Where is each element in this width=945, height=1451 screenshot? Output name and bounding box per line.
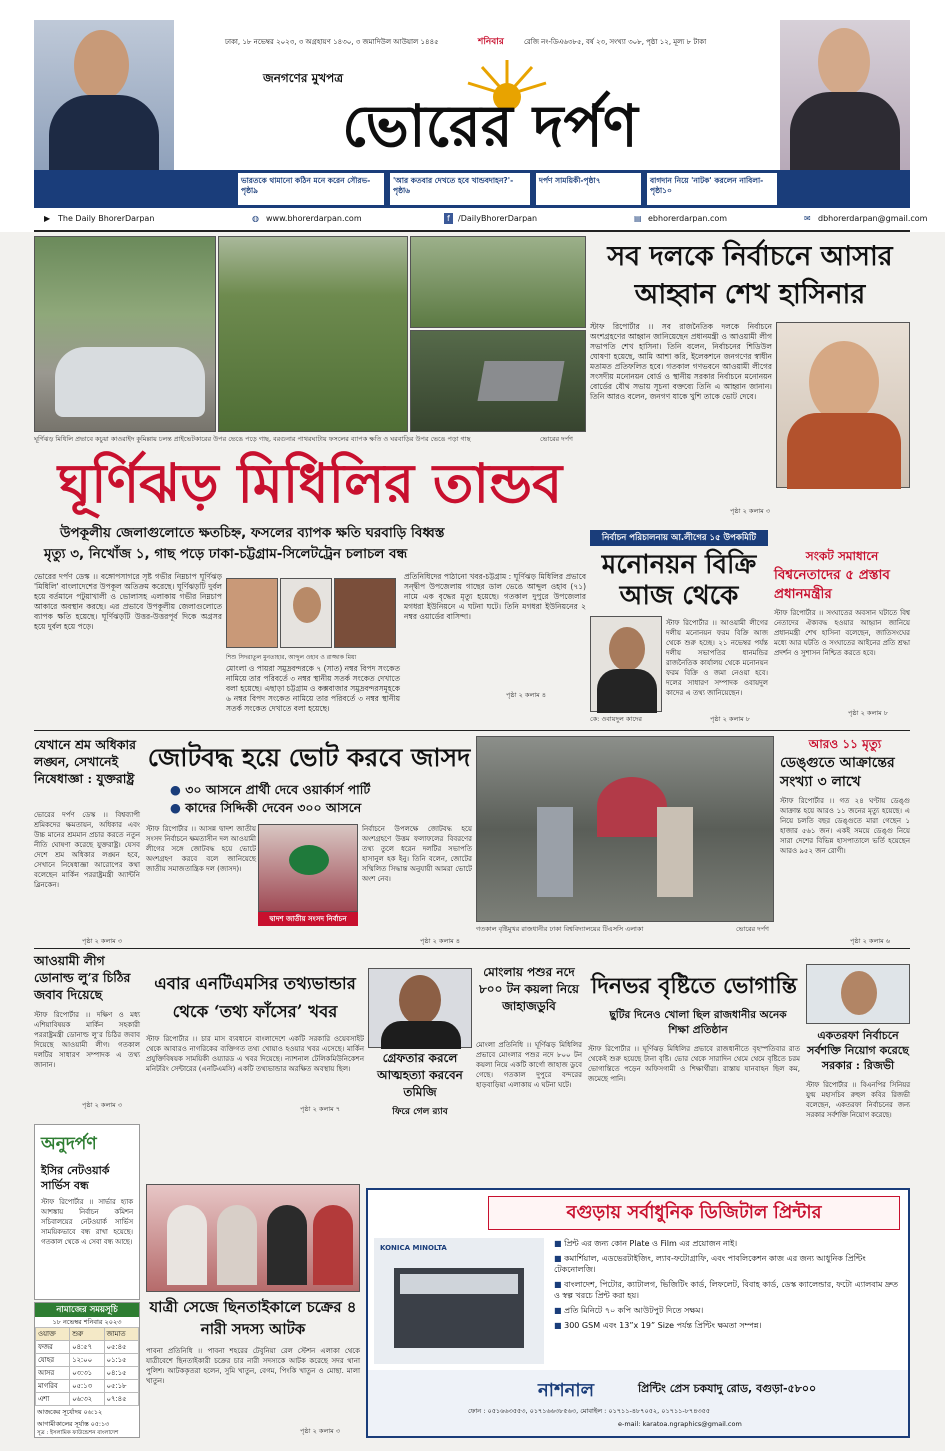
ad-point bbox=[554, 1305, 900, 1316]
ntmc-headline: এবার এনটিএমসির তথ্যভান্ডার থেকে ‘তথ্য ফাঁসের’ খবর bbox=[154, 974, 356, 1021]
photo-child bbox=[226, 578, 278, 648]
dengue-body: স্টাফ রিপোর্টার ।। গত ২৪ ঘণ্টায় ডেঙ্গু আক্রান্ত হয়ে আরও ১১ জনের মৃত্যু হয়েছে। এ নিয়ে চলতি বছর ডেঙ্গুতে মারা গেছেন ১ হাজার ৫৬১ জন। একই সময়ে ডেঙ্গু নিয়ে সারা দেশের বিভিন্ন হাসপাতালে ভর্তি হয়েছেন আরও ৯৫২ জন রোগী। bbox=[780, 797, 910, 855]
bullet-icon: ● bbox=[170, 800, 186, 815]
photo-house bbox=[410, 330, 586, 432]
mail-icon: ✉ bbox=[804, 214, 811, 223]
sunrise: আজকের সূর্যোদয় ০৬:১২ bbox=[37, 1409, 103, 1416]
intellect-jump[interactable]: পৃষ্ঠা ২ কলাম ৮ bbox=[848, 709, 889, 717]
hasina-jump[interactable]: পৃষ্ঠা ২ কলাম ৩ bbox=[730, 507, 771, 515]
prayer-source: সূত্র : ইসলামিক ফাউন্ডেশন বাংলাদেশ bbox=[37, 1430, 119, 1436]
teaser-3-text: দর্পণ সাময়িকী-পৃষ্ঠা৭ bbox=[539, 176, 601, 185]
onudarpan-box bbox=[34, 1124, 140, 1300]
photo-rizvi bbox=[806, 964, 910, 1024]
ad-point bbox=[554, 1253, 900, 1275]
photo-hasina bbox=[776, 322, 910, 488]
rain-sub: ছুটির দিনেও খোলা ছিল রাজধানীর অনেক শিক্ষা প্রতিষ্ঠান bbox=[609, 1009, 787, 1036]
teaser-3[interactable] bbox=[536, 173, 641, 205]
prayer-cell: ০১:১৫ bbox=[104, 1354, 138, 1367]
sunset: আগামীকালের সূর্যাস্ত ০৫:১৩ bbox=[37, 1421, 110, 1428]
right-portrait bbox=[780, 20, 910, 170]
facebook-icon: f bbox=[444, 213, 453, 224]
lead-subhead-1: উপকূলীয় জেলাগুলোতে ক্ষতচিহ্ন, ফসলের ব্যাপক ক্ষতি ঘরবাড়ি বিধ্বস্ত bbox=[60, 525, 445, 541]
teaser-2[interactable] bbox=[390, 173, 530, 205]
dengue-jump[interactable]: পৃষ্ঠা ২ কলাম ৬ bbox=[850, 937, 891, 945]
check-icon: ■ bbox=[554, 1280, 565, 1289]
election-banner-text: দ্বাদশ জাতীয় সংসদ নির্বাচন bbox=[269, 915, 347, 923]
rain-photo-credit: ভোরের দর্পণ bbox=[736, 925, 769, 933]
dateline: ঢাকা, ১৮ নভেম্বর ২০২৩, ৩ অগ্রহায়ণ ১৪৩০, ৩ জমাদিউল আউয়াল ১৪৪৫ bbox=[225, 38, 439, 46]
ad-point bbox=[554, 1320, 900, 1331]
letter-jump[interactable]: পৃষ্ঠা ২ কলাম ৩ bbox=[82, 1101, 123, 1109]
lead-body-2: মোংলা ও পায়রা সমুদ্রবন্দরকে ৭ (সাত) নম্বর বিপদ সংকেত নামিয়ে তার পরিবর্তে ৩ নম্বর স্থানীয় সতর্ক সংকেত দেখাতে বলা হয়েছে। এছাড়া চট্টগ্রাম ও কক্সবাজার সমুদ্রবন্দরসমূহকে ৬ নম্বর বিপদ সংকেত নামিয়ে তার পরিবর্তে ৩ নম্বর স্থানীয় সতর্ক সংকেত দেখাতে বলা হয়েছে। bbox=[226, 664, 400, 713]
check-icon: ■ bbox=[554, 1321, 565, 1330]
jasod-jump[interactable]: পৃষ্ঠা ২ কলাম ৪ bbox=[420, 937, 461, 945]
ntmc-jump[interactable]: পৃষ্ঠা ২ কলাম ৭ bbox=[300, 1105, 341, 1113]
ad-point bbox=[554, 1238, 900, 1249]
intellect-kicker: সংকট সমাধানে bbox=[805, 549, 879, 563]
prayer-cell: ০৬:৩২ bbox=[70, 1393, 104, 1406]
intellect-body: স্টাফ রিপোর্টার ।। সংঘাতের অবসান ঘটাতে বিশ্ব নেতাদের ঐক্যবদ্ধ হওয়ার আহ্বান জানিয়ে প্রধানমন্ত্রী শেখ হাসিনা বলেছেন, জাতিসংঘের মধ্যে আর ঘটতি ও সংঘাতের আইনের প্রতি শ্রদ্ধা প্রদর্শন ও সুশাসন নিশ্চিত করতে হবে। bbox=[774, 609, 910, 657]
prayer-cell: এশা bbox=[36, 1393, 70, 1406]
ad-points bbox=[554, 1238, 900, 1364]
lead-jump[interactable]: পৃষ্ঠা ২ কলাম ৪ bbox=[506, 691, 547, 699]
photo-jasod-rally bbox=[258, 824, 358, 912]
ad-point-text: কমার্শিয়াল, এডভেরটাইজিং, ল্যাব-ফটোগ্রাফি, এবং পাবলিকেশন কাজ এর জন্য আধুনিক প্রিন্টিং টেকনোলজি। bbox=[554, 1254, 866, 1274]
masthead-title: ভোরের দর্পণ bbox=[342, 92, 638, 160]
prayer-cell: যোহর bbox=[36, 1354, 70, 1367]
prayer-cell: ০৭:৪৫ bbox=[104, 1393, 138, 1406]
photo-man bbox=[334, 578, 396, 648]
prayer-row bbox=[36, 1341, 139, 1354]
row3-rule bbox=[34, 948, 910, 949]
info-line bbox=[34, 210, 928, 228]
ad-title: বগুড়ায় সর্বাধুনিক ডিজিটাল প্রিন্টার bbox=[488, 1196, 900, 1230]
weekday: শনিবার bbox=[478, 37, 504, 47]
masthead-area bbox=[0, 0, 945, 232]
nomination-bar bbox=[590, 530, 768, 546]
prayer-header-cell: জামাত bbox=[104, 1328, 138, 1341]
paper-name: The Daily BhorerDarpan bbox=[58, 214, 155, 223]
prayer-cell: ০৫:১৩ bbox=[70, 1380, 104, 1393]
ad-point bbox=[554, 1279, 900, 1301]
prayer-row bbox=[36, 1393, 139, 1406]
printer-image bbox=[374, 1238, 544, 1364]
prayer-row bbox=[36, 1367, 139, 1380]
check-icon: ■ bbox=[554, 1239, 565, 1248]
rizvi-body: স্টাফ রিপোর্টার ।। বিএনপির সিনিয়র যুগ্ম মহাসচিব রুহুল কবির রিজভী বলেছেন, একতরফা নির্বাচনের জন্য সরকার সর্বশক্তি নিয়োগ করেছে। bbox=[806, 1081, 910, 1119]
registration-line: রেজি নং-ডিএ৬৩৮৫, বর্ষ ২৩, সংখ্যা ৩০৮, পৃষ্ঠা ১২, মূল্য ৮ টাকা bbox=[524, 38, 707, 46]
ntmc-body: স্টাফ রিপোর্টার ।। চার মাস ব্যবধানে বাংলাদেশে একটি সরকারি ওয়েবসাইট থেকে আবারও নাগরিকের ব্যক্তিগত তথ্য খোয়াও হওয়ার খবর এসেছে। মার্কিন প্রযুক্তিবিষয়ক সাময়িকী ওয়্যারড এ খবর দিয়েছে। ন্যাশনাল টেলিকমিউনিকেশন মনিটরিং সেন্টারের (এনটিএমসি) একটি তথ্যভান্ডার অরক্ষিত অবস্থায় ছিল। bbox=[146, 1035, 364, 1073]
prayer-cell: ০৩:৩১ bbox=[70, 1367, 104, 1380]
prayer-header-cell: ওয়াক্ত bbox=[36, 1328, 70, 1341]
letter-headline: আওয়ামী লীগ ডোনাল্ড লু’র চিঠির জবাব দিয়েছে bbox=[34, 953, 131, 1002]
photo-fallen-tree bbox=[410, 236, 586, 328]
prayer-table bbox=[35, 1327, 139, 1406]
nomination-bar-text: নির্বাচন পরিচালনায় আ.লীগের ১৫ উপকমিটি bbox=[601, 533, 757, 543]
prayer-cell: মাগরিব bbox=[36, 1380, 70, 1393]
labor-jump[interactable]: পৃষ্ঠা ২ কলাম ৩ bbox=[82, 937, 123, 945]
jasod-bullet-2-text: কাদের সিদ্দিকী দেবেন ৩০০ আসনে bbox=[185, 800, 362, 815]
labor-body: ভোরের দর্পণ ডেস্ক ।। বিশ্বব্যাপী শ্রমিকদের ক্ষমতায়ন, অধিকার এবং উচ্চ মানের শ্রমমান প্রচার করতে নতুন নীতি ঘোষণা করেছে যুক্তরাষ্ট্র। যেসব দেশে শ্রম অধিকার লঙ্ঘন হবে, সেখানে নিষেধাজ্ঞা আরোপের কথা বলেছেন মার্কিন পররাষ্ট্রমন্ত্রী অ্যান্টনি ব্লিনকেন। bbox=[34, 811, 140, 889]
election-banner bbox=[258, 912, 358, 926]
jasod-bullet-2 bbox=[170, 800, 470, 820]
teaser-4[interactable] bbox=[647, 173, 777, 205]
tagline: জনগণের মুখপত্র bbox=[263, 71, 344, 85]
prayer-header-row bbox=[36, 1328, 139, 1341]
website-link[interactable]: www.bhorerdarpan.com bbox=[266, 214, 362, 223]
ad-brand: KONICA MINOLTA bbox=[380, 1244, 447, 1252]
onudarpan-body: স্টাফ রিপোর্টার ।। সার্ভার হ্যাক আশঙ্কায় নির্বাচন কমিশন সচিবালয়ের নেটওয়ার্ক সার্ভিস সাময়িকভাবে বন্ধ রাখা হয়েছে। গতকাল থেকে এ সেবা বন্ধ আছে। bbox=[41, 1198, 133, 1246]
onudarpan-headline: ইসির নেটওয়ার্ক সার্ভিস বন্ধ bbox=[41, 1164, 110, 1192]
printer-ad bbox=[366, 1188, 910, 1438]
lead-headline: ঘূর্ণিঝড় মিধিলির তান্ডব bbox=[57, 451, 563, 515]
prayer-cell: ১২:০০ bbox=[70, 1354, 104, 1367]
play-icon: ▶ bbox=[44, 214, 51, 223]
globe-icon: ◍ bbox=[252, 214, 259, 223]
teaser-1[interactable] bbox=[238, 173, 384, 205]
quader-caption: কে: ওবায়দুল কাদের bbox=[590, 715, 642, 723]
prayer-header-cell: শুরু bbox=[70, 1328, 104, 1341]
left-portrait bbox=[34, 20, 174, 170]
prayer-times bbox=[34, 1302, 140, 1438]
facebook-link[interactable]: /DailyBhorerDarpan bbox=[458, 214, 538, 223]
jasod-bullet-1-text: ৩০ আসনে প্রার্থী দেবে ওয়ার্কার্স পার্টি bbox=[185, 782, 371, 797]
onudarpan-logo: অনুদর্পণ bbox=[41, 1134, 97, 1154]
prayer-row bbox=[36, 1380, 139, 1393]
lead-subhead-2: মৃত্যু ৩, নিখোঁজ ১, গাছ পড়ে ঢাকা-চট্টগ্রাম-সিলেটট্রেন চলাচল বন্ধ bbox=[44, 546, 408, 562]
photo-car bbox=[34, 236, 216, 432]
nomination-jump[interactable]: পৃষ্ঠা ২ কলাম ৮ bbox=[710, 715, 751, 723]
coal-body: মোংলা প্রতিনিধি ।। ঘূর্ণিঝড় মিধিলির প্রভাবে মোংলার পশুর নদে ৮০০ টন কয়লা নিয়ে একটি কার্গো জাহাজ ডুবে গেছে। গতকাল দুপুরে বন্দরের হাড়বাড়িয়া এলাকায় এ ঘটনা ঘটে। bbox=[476, 1041, 582, 1089]
header-rule bbox=[34, 230, 910, 232]
teaser-1-text: ভারতকে থামানো কঠিন মনে করেন সৌরভ-পৃষ্ঠা৯ bbox=[241, 176, 371, 195]
jasod-bullet-1 bbox=[170, 782, 470, 802]
prayer-cell: ০৪:১৫ bbox=[104, 1367, 138, 1380]
prayer-cell: ০৫:১৮ bbox=[104, 1380, 138, 1393]
lead-body-1: ভোরের দর্পণ ডেস্ক ।। বঙ্গোপসাগরে সৃষ্ট গভীর নিম্নচাপ ঘূর্ণিঝড় 'মিধিলি' বাংলাদেশের উপকূল অতিক্রম করেছে। ঘূর্ণিঝড়টি দুর্বল হয়ে বর্তমানে পটুয়াখালী ও ভোলাসহ এলাকায় গভীর নিম্নচাপ আকারে অবস্থান করছে। এর প্রভাবে উপকূলীয় জেলাগুলোতে ব্যাপক ক্ষতি হয়েছে। ঘূর্ণিঝড়টি উত্তর-উত্তরপূর্ব দিকে অগ্রসর হয়ে দুর্বল হয়ে পড়ে। bbox=[34, 572, 222, 631]
lead-body-3: প্রতিনিধিদের পাঠানো খবর-চট্টগ্রাম : ঘূর্ণিঝড় মিধিলির প্রভাবে সন্দ্বীপ উপজেলায় গাছের ডাল ভেঙে আব্দুল ওহাব (৭১) নামে এক বৃদ্ধের মৃত্যু হয়েছে। গতকাল দুপুরে উপজেলার মগধরা ইউনিয়নে এ ঘটনা ঘটে। তিনি মগধরা ইউনিয়নের ২ নম্বর ওয়ার্ডের বাসিন্দা। bbox=[404, 572, 586, 621]
letter-body: স্টাফ রিপোর্টার ।। দক্ষিণ ও মধ্য এশিয়াবিষয়ক মার্কিন সহকারী পররাষ্ট্রমন্ত্রী ডোনাল্ড লু’র চিঠির জবাব দিয়েছে আওয়ামী লীগ। গতকাল দলটির সাধারণ সম্পাদক এ তথ্য জানান। bbox=[34, 1011, 140, 1069]
photo-tamizi bbox=[368, 968, 472, 1048]
ad-point-text: বাংলাদেশ, পিটোর, ক্যাটালগ, ভিজিটিং কার্ড, লিফলেট, বিবাহ কার্ড, ডেস্ক ক্যালেন্ডার, ফটো এ্যালবাম দ্রুত ও স্বল্প খরচে প্রিন্ট করা হয়। bbox=[554, 1280, 899, 1300]
prayer-cell: ০৪:৫৭ bbox=[70, 1341, 104, 1354]
jasod-headline: জোটবদ্ধ হয়ে ভোট করবে জাসদ bbox=[147, 743, 471, 772]
hasina-headline: সব দলকে নির্বাচনে আসার আহ্বান শেখ হাসিনার bbox=[607, 241, 893, 310]
rain-headline: দিনভর বৃষ্টিতে ভোগান্তি bbox=[591, 973, 797, 999]
ad-footer bbox=[368, 1370, 908, 1436]
rab-sub: ফিরে গেল র‍্যাব bbox=[392, 1107, 448, 1117]
rain-body: স্টাফ রিপোর্টার ।। ঘূর্ণিঝড় মিধিলির প্রভাবে রাজধানীতে বৃহস্পতিবার রাত থেকেই শুরু হয়েছে টানা বৃষ্টি। ভোর থেকে সারাদিন থেমে থেমে বৃষ্টিতে চরম ভোগান্তিতে পড়েন অফিসগামী ও শিক্ষার্থীরা। রাস্তায় যানবাহন ছিল কম, জমেছে পানি। bbox=[588, 1045, 800, 1083]
lead-photo-credit: ভোরের দর্পণ bbox=[540, 435, 573, 443]
ad-point-text: প্রিন্ট এর জন্য কোন Plate ও Film এর প্রয়োজন নাই। bbox=[564, 1239, 738, 1248]
dengue-headline: ডেঙ্গুতে আক্রান্তের সংখ্যা ৩ লাখে bbox=[780, 755, 895, 790]
bullet-icon: ● bbox=[170, 782, 186, 797]
jasod-body-2: নির্বাচনে উপলক্ষে জোটবদ্ধ হয়ে অংশগ্রহণে উত্তম ফলাফলের বিবরণের তথ্য তুলে ধরেন দলটির সভাপতি হাসানুল হক ইনু। তিনি বলেন, জোটের সম্মিলিত সিদ্ধান্ত অনুযায়ী আমরা ভোটে অংশ নেব। bbox=[362, 825, 472, 883]
teaser-4-text: বাগদান নিয়ে 'নাটক' করলেন নাবিলা-পৃষ্ঠা১০ bbox=[650, 176, 764, 195]
lead-photo-caption: ঘূর্ণিঝড় মিধিলি প্রভাবে কচুয়া কাওরাইদ কুমিল্লায় চলন্ত প্রাইভেটকারের উপর ভেঙে পড়ে গাছ, বরগুনার পাথরঘাটায় ফসলের ব্যাপক ক্ষতি ও ঘরবাড়ির উপর ভেঙে পড়া গাছ bbox=[34, 435, 471, 443]
mail-link[interactable]: dbhorerdarpan@gmail.com bbox=[818, 214, 928, 223]
prayer-row bbox=[36, 1354, 139, 1367]
check-icon: ■ bbox=[554, 1254, 565, 1263]
prayer-cell: ০৫:৪৫ bbox=[104, 1341, 138, 1354]
prayer-date: ১৮ নভেম্বর শনিবার ২০২৩ bbox=[52, 1318, 122, 1326]
rain-photo-caption: গতকাল বৃষ্টিমুখর রাজধানীর ঢাকা বিশ্ববিদ্যালয়ের টিএসসি এলাকা bbox=[476, 925, 644, 933]
photo-quader bbox=[590, 616, 662, 712]
prayer-title: নামাজের সময়সূচি bbox=[35, 1303, 139, 1317]
prayer-cell: আসর bbox=[36, 1367, 70, 1380]
ad-point-text: প্রতি মিনিটে ৭০ কপি আউটপুট দিতে সক্ষম। bbox=[564, 1306, 704, 1315]
intellect-headline: বিশ্বনেতাদের ৫ প্রস্তাব প্রধানমন্ত্রীর bbox=[774, 567, 890, 602]
company-address: প্রিন্টিং প্রেস চকযাদু রোড, বগুড়া-৫৮০০ bbox=[638, 1382, 817, 1395]
photo-rain-tsc bbox=[476, 736, 774, 922]
robbery-headline: যাত্রী সেজে ছিনতাইকালে চক্রের ৪ নারী সদস্য আটক bbox=[149, 1298, 357, 1338]
photo-elder bbox=[280, 578, 332, 648]
rab-headline: গ্রেফতার করলে আত্মহত্যা করবেন তমিজি bbox=[377, 1051, 463, 1099]
coal-headline: মোংলায় পশুর নদে ৮০০ টন কয়লা নিয়ে জাহাজডুবি bbox=[479, 965, 579, 1013]
hasina-body: স্টাফ রিপোর্টার ।। সব রাজনৈতিক দলকে নির্বাচনে অংশগ্রহণের আহ্বান জানিয়েছেন প্রধানমন্ত্রী ও আওয়ামী লীগ সভাপতি শেখ হাসিনা। তিনি বলেন, নির্বাচনের শিডিউল ঘোষণা হয়েছে, আমি আশা করি, ইলেকশনে জনগণের স্বাধীন মতামত প্রতিফলিত হবে। গতকাল গণভবনে আওয়ামী লীগের সংসদীয় মনোনয়ন বোর্ড ও স্থানীয় সরকার নির্বাচনে মনোনয়ন বোর্ডের যৌথ সভায় সূচনা বক্তব্যে তিনি এ আহ্বান জানান। তিনি আরও বলেন, জনগণ যাকে খুশি তাকে ভোট দেবে। bbox=[590, 322, 772, 401]
epaper-link[interactable]: ebhorerdarpan.com bbox=[648, 214, 728, 223]
prayer-cell: ফজর bbox=[36, 1341, 70, 1354]
mid-rule bbox=[34, 730, 910, 731]
check-icon: ■ bbox=[554, 1306, 565, 1315]
rizvi-headline: একতরফা নির্বাচনে সর্বশক্তি নিয়োগ করেছে সরকার : রিজভী bbox=[807, 1029, 909, 1072]
nomination-body: স্টাফ রিপোর্টার ।। আওয়ামী লীগের দলীয় মনোনয়ন ফরম বিক্রি আজ থেকে শুরু হচ্ছে। ২১ নভেম্বর পর্যন্ত দলীয় সভাপতির ধানমন্ডির রাজনৈতিক কার্যালয় থেকে মনোনয়ন ফরম বিক্রি ও জমা নেওয়া হবে। দলের সাধারণ সম্পাদক ওবায়দুল কাদের এ তথ্য জানিয়েছেন। bbox=[666, 619, 768, 697]
robbery-jump[interactable]: পৃষ্ঠা ২ কলাম ৩ bbox=[300, 1427, 341, 1435]
jasod-body-1: স্টাফ রিপোর্টার ।। আসন্ন দ্বাদশ জাতীয় সংসদ নির্বাচনে ক্ষমতাসীন দল আওয়ামী লীগের সঙ্গে জোটবদ্ধ হয়ে ভোটে অংশগ্রহণ করবে বলে জানিয়েছে জাতীয় সমাজতান্ত্রিক দল (জাসদ)। bbox=[146, 825, 256, 873]
victims-caption: শিশু সিদরাতুল মুনতাহার, আব্দুল ওহাব ও রাজ্জাক মিয়া bbox=[226, 654, 357, 661]
robbery-body: পাবনা প্রতিনিধি ।। পাবনা শহরের টেবুনিয়া রেল স্টেশন এলাকা থেকে যাত্রীবেশে ছিনতাইকারী চক্রের চার নারী সদস্যকে আটক করেছে সদর থানা পুলিশ। আটককৃতরা হলেন, সুমি খাতুন, বেগম, পিংকি খাতুন ও মোছা. মালা খাতুন। bbox=[146, 1347, 360, 1385]
dengue-kicker: আরও ১১ মৃত্যু bbox=[808, 737, 882, 751]
teaser-2-text: 'আর কতবার দেখতে হবে খান্ডবদাহন?'-পৃষ্ঠা৬ bbox=[393, 176, 514, 195]
photo-field bbox=[218, 236, 408, 432]
epaper-icon: ▤ bbox=[634, 214, 642, 223]
company-phones: ফোন : ০৫১৬৬৩৫৫৩, ০১৭১৬৬৩৮৫৬৩, মোবাইল : ০১৭১১-৪৮৭০৫২, ০১৭১১-৮৭৪৩৫৫ bbox=[468, 1407, 711, 1415]
nomination-headline: মনোনয়ন বিক্রি আজ থেকে bbox=[601, 550, 757, 611]
ad-point-text: 300 GSM এবং 13”x 19” Size পর্যন্ত প্রিন্টিং ক্ষমতা সম্পন্ন। bbox=[564, 1321, 762, 1330]
photo-robbers bbox=[146, 1184, 360, 1292]
company-logo: নাশনাল bbox=[538, 1380, 594, 1401]
company-email[interactable]: e-mail: karatoa.ngraphics@gmail.com bbox=[618, 1420, 742, 1428]
labor-headline: যেখানে শ্রম অধিকার লঙ্ঘন, সেখানেই নিষেধাজ্ঞা : যুক্তরাষ্ট্র bbox=[34, 737, 136, 786]
